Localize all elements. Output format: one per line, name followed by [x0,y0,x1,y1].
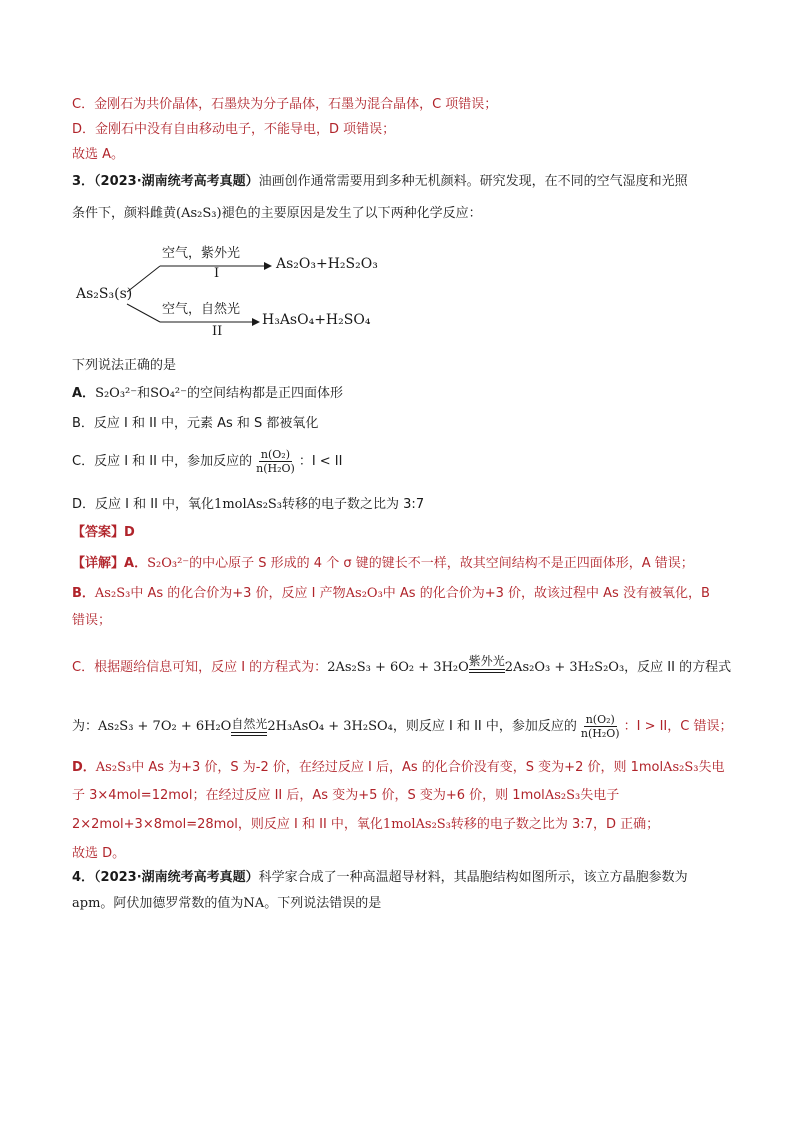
prev-option-d: D．金刚石中没有自由移动电子，不能导电，D 项错误； [72,122,396,137]
eq1-condition-text: 紫外光 [468,654,505,668]
formula-s2o3-detail: S₂O₃²⁻ [147,556,190,571]
option-d-suffix: 转移的电子数之比为 3:7 [282,497,425,512]
lower-product: H₃AsO₄+H₂SO₄ [262,312,371,328]
answer-value: D [124,525,135,540]
upper-product: As₂O₃+H₂S₂O₃ [276,256,378,272]
lower-label: II [212,324,223,339]
option-a-label: A． [72,386,96,401]
eq2-condition-text: 自然光 [231,717,268,731]
detail-d-text4: 失电子 [580,788,620,803]
formula-1mol-as2s3: 1molAs₂S₃ [214,497,283,512]
detail-c-text4: ，则反应 I 和 II 中，参加反应的 [392,719,577,734]
detail-b-cont: 错误； [72,613,112,628]
detail-d-label: D． [72,760,96,775]
ratio-fraction-detail [579,713,622,740]
option-a-suffix: 的空间结构都是正四面体形 [187,386,344,401]
detail-label: 【详解】 [72,556,125,571]
q4-stem-text1: 科学家合成了一种高温超导材料，其晶胞结构如图所示，该立方晶胞参数为 [258,870,688,885]
answer-line [72,524,135,542]
eq2-right: 2H₃AsO₄ + 3H₂SO₄ [267,719,393,734]
fraction-denominator: n(H₂O) [256,462,295,475]
option-c-prefix: C．反应 I 和 II 中，参加反应的 [72,454,253,469]
q4-source: （2023·湖南统考高考真题） [94,870,259,885]
detail-d-text1: 中 As 为+3 价，S 为-2 价，在经过反应 I 后，As 的化合价没有变，S 变为+2 价，则 1mol [131,760,664,775]
q4-stem-line2 [72,895,381,913]
detail-d-text6: 转移的电子数之比为 3:7，D 正确； [450,817,660,832]
lower-branch-line [127,304,160,322]
answer-label: 【答案】 [72,525,125,540]
option-a-mid: 和 [137,386,151,401]
detail-d [72,759,725,777]
fraction-numerator-detail: n(O₂) [585,713,615,726]
detail-c-text2: ，反应 II 的方程式 [624,660,732,675]
formula-1mol-as2s3-detail: 1molAs₂S₃ [382,817,451,832]
reactant: As₂S₃(s) [76,286,133,302]
q4-stem-text2b: 。阿伏加德罗常数的值为 [100,896,244,911]
q4-stem-line1 [72,869,688,887]
prev-choose: 故选 A。 [72,147,125,162]
eq1-left: 2As₂S₃ + 6O₂ + 3H₂O [327,660,469,675]
formula-as2s3: As₂S₃ [181,206,217,221]
q3-stem-text1: 油画创作通常需要用到多种无机颜料。研究发现，在不同的空气湿度和光照 [258,174,688,189]
q3-stem-line2 [72,205,482,223]
eq2-left: As₂S₃ + 7O₂ + 6H₂O [98,719,232,734]
eq2-equals-bar [231,732,267,736]
detail-c-text5: ：I > II，C 错误； [623,719,733,734]
detail-c-text1: C．根据题给信息可知，反应 I 的方程式为： [72,660,328,675]
q3-stem-text2b: 褪色的主要原因是发生了以下两种化学反应： [221,206,482,221]
detail-b-text2: 中 As 的化合价为+3 价，故该过程中 As 没有被氧化，B [382,586,710,601]
ratio-fraction [254,448,297,475]
eq1-equals-bar [469,669,505,673]
formula-as2o3: As₂O₃ [345,586,383,601]
fraction-denominator-detail: n(H₂O) [580,727,620,740]
q3-stem-text2a: 条件下，颜料雌黄 [72,206,177,221]
upper-condition: 空气，紫外光 [162,246,241,261]
detail-d-cont2 [72,816,659,834]
q3-stem-line1 [72,173,688,191]
detail-b-label: B． [72,586,95,601]
formula-s2o3: S₂O₃²⁻ [95,386,138,401]
formula-as2s3-detail-d2: As₂S₃ [663,760,699,775]
q3-choose: 故选 D。 [72,846,126,861]
detail-c-text3: 为： [72,719,99,734]
q3-option-a [72,385,343,403]
q3-option-c [72,448,342,475]
formula-as2s3-detail-d: As₂S₃ [95,760,132,775]
lower-condition: 空气，自然光 [162,302,241,317]
fraction-numerator: n(O₂) [260,448,291,461]
q4-stem-text2d: 。下列说法错误的是 [264,896,382,911]
q4-number: 4． [72,870,95,885]
detail-b-text1: 中 As 的化合价为+3 价，反应 I 产物 [130,586,346,601]
detail-a-text: 的中心原子 S 形成的 4 个 σ 键的键长不一样，故其空间结构不是正四面体形，A 错误； [189,556,694,571]
q3-prompt: 下列说法正确的是 [72,358,177,373]
formula-so4: SO₄²⁻ [150,386,187,401]
upper-label: I [214,266,220,281]
detail-a-label: A． [124,556,148,571]
q4-lattice-param: apm [72,896,101,911]
option-d-prefix: D．反应 I 和 II 中，氧化 [72,497,215,512]
option-c-suffix: ：I < II [298,454,343,469]
detail-d-cont1 [72,787,619,805]
reaction-scheme [72,236,472,346]
formula-as2s3-detail-d3: As₂S₃ [544,788,581,803]
formula-as2s3-detail: As₂S₃ [94,586,131,601]
paren-close: ) [216,206,222,221]
paren-open: ( [176,206,182,221]
q3-option-d [72,496,424,514]
eq1-condition [469,655,505,677]
eq2-condition [231,718,267,740]
detail-c [72,655,731,677]
detail-d-text5: 2×2mol+3×8mol=28mol，则反应 I 和 II 中，氧化 [72,817,383,832]
q3-option-b: B．反应 I 和 II 中，元素 As 和 S 都被氧化 [72,416,319,431]
detail-d-text3: 子 3×4mol=12mol；在经过反应 II 后，As 变为+5 价，S 变为+6 价，则 1mol [72,788,545,803]
prev-option-c: C．金刚石为共价晶体，石墨炔为分子晶体，石墨为混合晶体，C 项错误； [72,97,498,112]
q3-number: 3． [72,174,95,189]
eq1-right: 2As₂O₃ + 3H₂S₂O₃ [504,660,625,675]
lower-arrow-head [252,318,260,326]
detail-a [72,555,694,573]
detail-b [72,585,710,603]
q3-source: （2023·湖南统考高考真题） [94,174,259,189]
upper-arrow-head [264,262,272,270]
q4-avogadro-symbol: NA [243,896,265,911]
detail-c-cont [72,713,732,740]
detail-d-text2: 失电 [698,760,725,775]
